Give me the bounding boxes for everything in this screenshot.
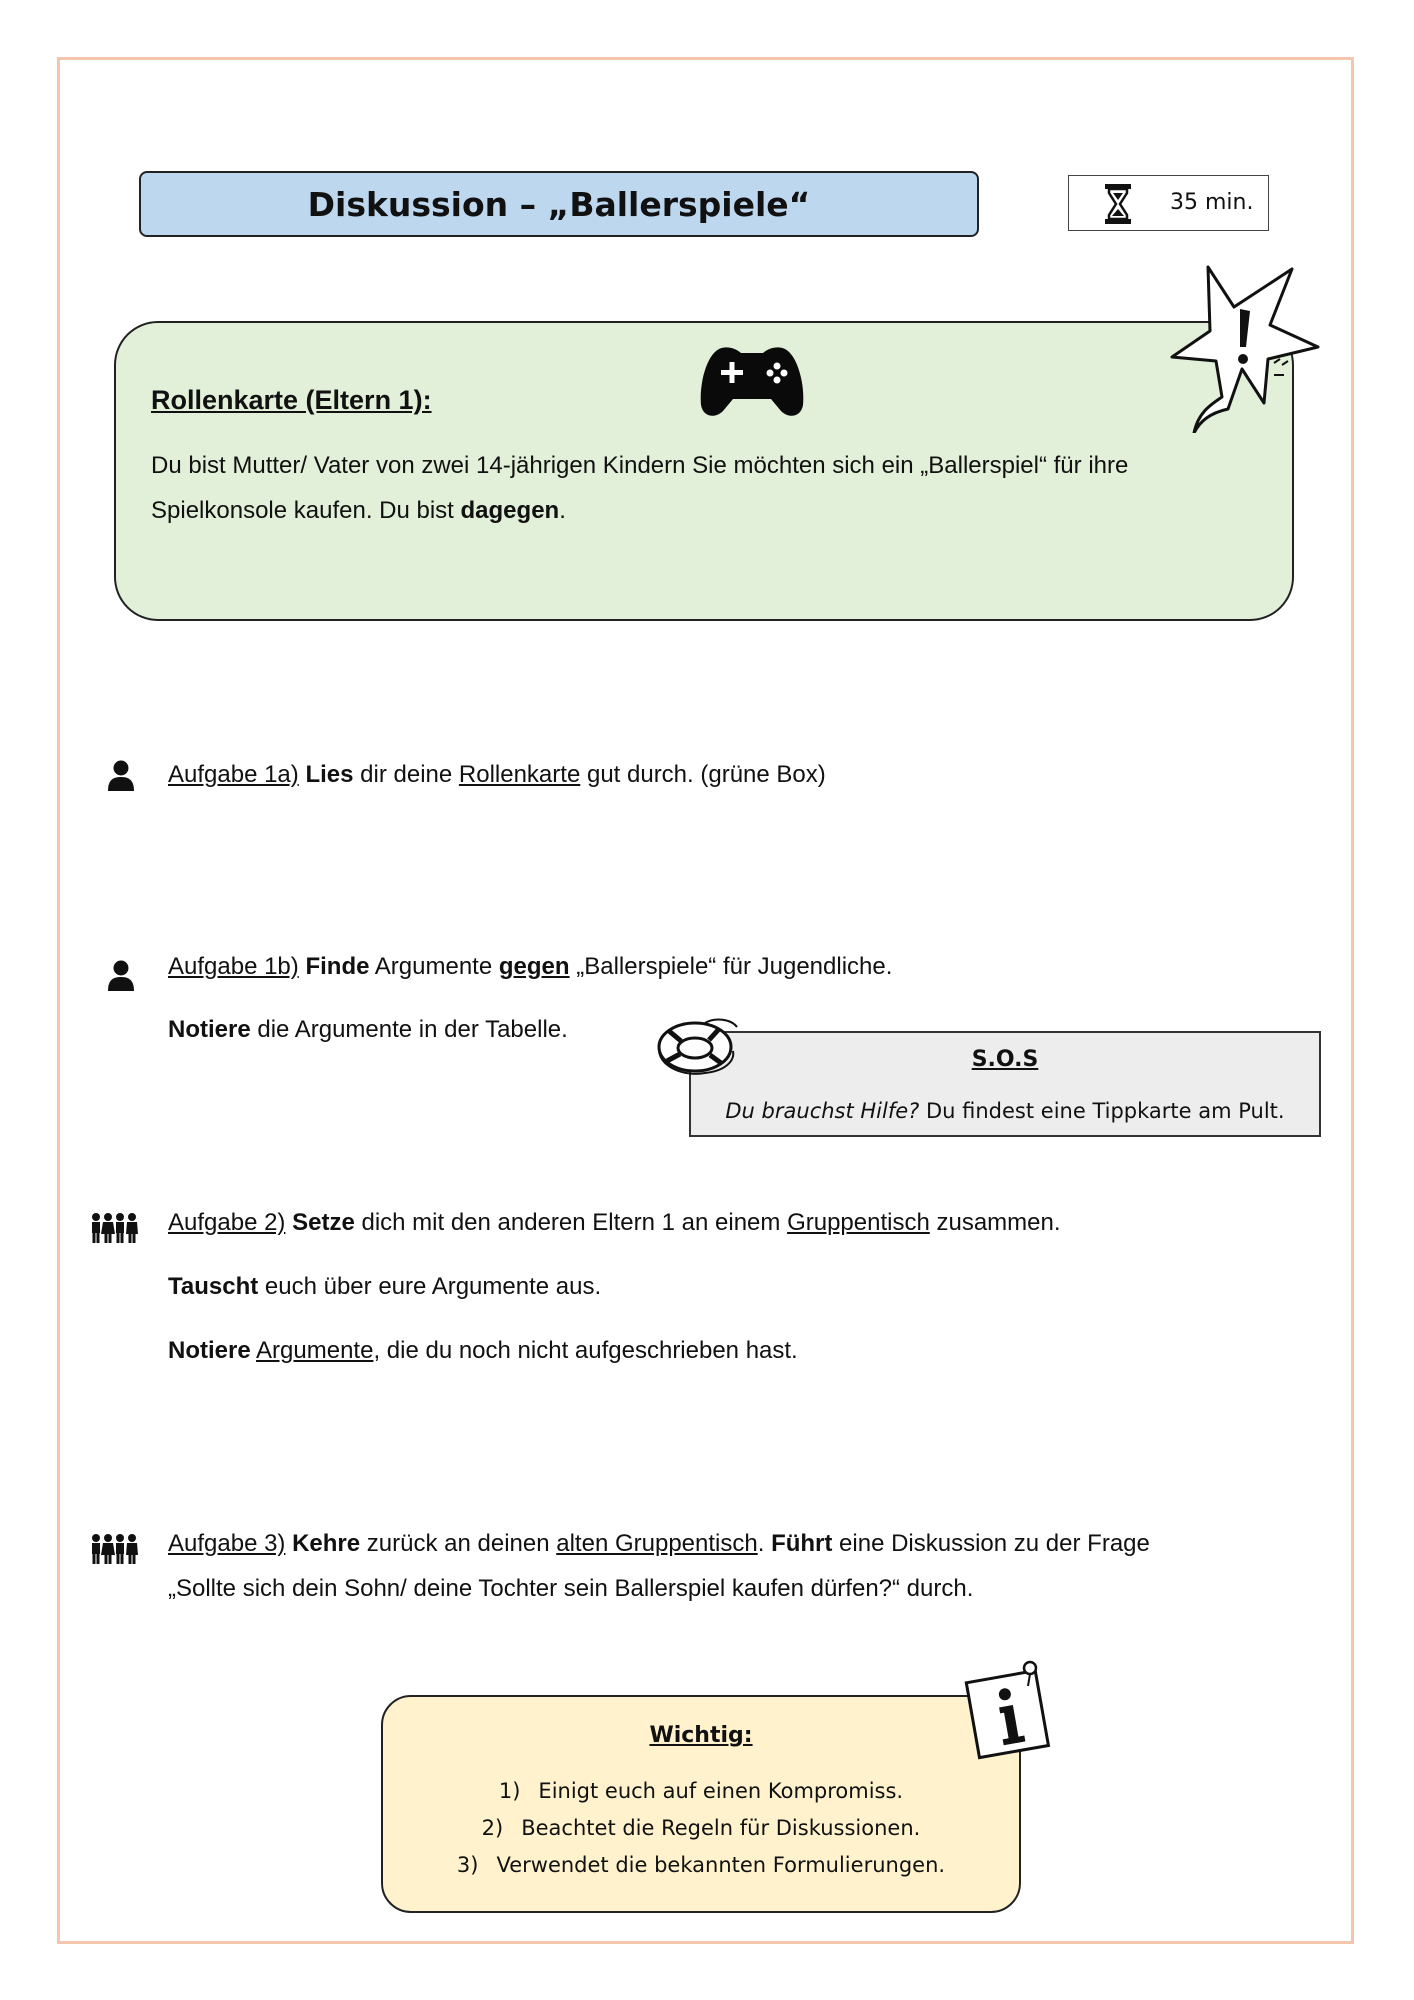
task-3-line2: „Sollte sich dein Sohn/ deine Tochter sein Ballerspiel kaufen dürfen?“ durch. (168, 1575, 974, 1602)
task-text: gut durch. (grüne Box) (580, 761, 826, 788)
task-verb: Finde (305, 953, 370, 980)
role-card-title: Rollenkarte (Eltern 1): (151, 385, 432, 415)
task-underline: Gruppentisch (787, 1209, 930, 1236)
task-label: Aufgabe 1a) (168, 761, 299, 788)
task-text: zurück an deinen (360, 1530, 557, 1557)
list-number: 3) (456, 1853, 479, 1877)
role-text-end: . (559, 497, 566, 524)
task-underline: Rollenkarte (458, 761, 581, 788)
task-verb: Lies (305, 761, 354, 788)
task-verb: Notiere (168, 1337, 251, 1364)
task-text: die Argumente in der Tabelle. (250, 1016, 568, 1043)
task-text: zusammen. (929, 1209, 1061, 1236)
task-verb: Setze (292, 1209, 355, 1236)
sos-help-italic: Du brauchst Hilfe? (725, 1099, 920, 1123)
task-text: dich mit den anderen Eltern 1 an einem (354, 1209, 788, 1236)
sos-help-rest: Du findest eine Tippkarte am Pult. (919, 1099, 1285, 1123)
task-2 (168, 1208, 1061, 1238)
task-3 (168, 1529, 1150, 1559)
time-badge (1068, 175, 1269, 231)
sos-help-text (691, 1099, 1319, 1123)
important-box (381, 1695, 1021, 1913)
time-label: 35 min. (1170, 190, 1254, 215)
task-text: dir deine (353, 761, 459, 788)
sos-hint-box (689, 1031, 1321, 1137)
hourglass-icon (1103, 183, 1133, 225)
task-text: Argumente (369, 953, 499, 980)
sos-title: S.O.S (971, 1047, 1039, 1072)
group-icon (90, 1212, 138, 1244)
task-verb: Führt (771, 1530, 833, 1557)
list-number: 2) (481, 1816, 504, 1840)
task-text: „Ballerspiele“ für Jugendliche. (569, 953, 893, 980)
task-1b-line2 (168, 1015, 568, 1045)
task-1b (168, 952, 892, 982)
task-2-line3 (168, 1336, 798, 1366)
task-label: Aufgabe 1b) (168, 953, 299, 980)
task-2-line2 (168, 1272, 601, 1302)
lifebuoy-icon (655, 1017, 739, 1079)
task-verb: Tauscht (168, 1273, 259, 1300)
task-text: . (757, 1530, 772, 1557)
list-item (383, 1847, 1019, 1884)
task-text: euch über eure Argumente aus. (258, 1273, 602, 1300)
task-text: , die du noch nicht aufgeschrieben hast. (373, 1337, 798, 1364)
list-item (383, 1773, 1019, 1810)
task-text: eine Diskussion zu der Frage (832, 1530, 1150, 1557)
task-1a (168, 760, 826, 790)
person-icon (107, 960, 135, 992)
task-underline: Argumente (256, 1337, 374, 1364)
task-emphasis: gegen (498, 953, 570, 980)
task-verb: Kehre (292, 1530, 361, 1557)
important-title: Wichtig: (649, 1723, 753, 1748)
list-item (383, 1810, 1019, 1847)
task-underline: alten Gruppentisch (556, 1530, 758, 1557)
role-text-part: Du bist Mutter/ Vater von zwei 14-jährigen Kindern Sie möchten sich ein „Ballerspiel“ für ihre Spielkonsole kaufen. Du bist (151, 452, 1129, 524)
page-title: Diskussion – „Ballerspiele“ (139, 171, 979, 237)
list-number: 1) (498, 1779, 521, 1803)
list-text: Einigt euch auf einen Kompromiss. (538, 1779, 904, 1803)
task-label: Aufgabe 2) (168, 1209, 286, 1236)
gamepad-icon (697, 343, 807, 419)
list-text: Verwendet die bekannten Formulierungen. (496, 1853, 946, 1877)
task-label: Aufgabe 3) (168, 1530, 286, 1557)
task-verb: Notiere (168, 1016, 251, 1043)
info-note-icon (962, 1660, 1054, 1760)
role-card-text (151, 443, 1261, 533)
group-icon (90, 1533, 138, 1565)
role-text-bold: dagegen (460, 497, 560, 524)
list-text: Beachtet die Regeln für Diskussionen. (521, 1816, 921, 1840)
exclamation-star-icon (1170, 263, 1320, 433)
person-icon (107, 760, 135, 792)
important-list (383, 1773, 1019, 1884)
